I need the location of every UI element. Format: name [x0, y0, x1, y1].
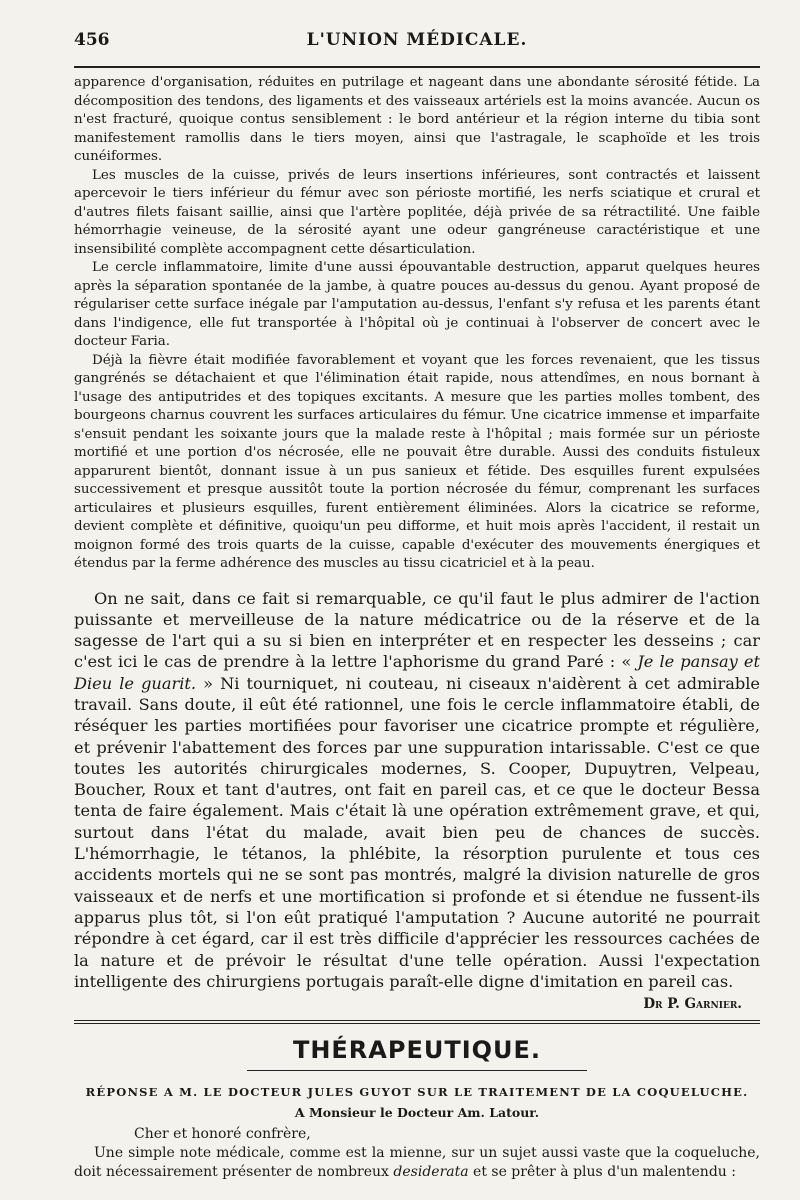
pare-quote: Je le pansay et Dieu le guarit. — [74, 652, 760, 693]
letter-opening — [74, 1144, 760, 1181]
section-divider — [74, 1020, 760, 1024]
dedication: A Monsieur le Docteur Am. Latour. — [294, 1105, 540, 1121]
desiderata-term: desiderata — [393, 1163, 469, 1180]
article-title: RÉPONSE A M. LE DOCTEUR JULES GUYOT SUR LE TRAITEMENT DE LA COQUELUCHE. — [85, 1085, 749, 1100]
commentary-paragraph — [74, 588, 760, 993]
salutation: Cher et honoré confrère, — [134, 1126, 311, 1143]
letter-text: et se prêter à plus d'un malentendu : — [468, 1163, 736, 1180]
header-rule — [74, 66, 760, 68]
article-body — [74, 74, 760, 1181]
page-number: 456 — [74, 30, 110, 50]
journal-title: L'UNION MÉDICALE. — [306, 30, 528, 50]
observation-paragraph: Le cercle inflammatoire, limite d'une aussi épouvantable destruction, apparut quelques heures après la séparation spontanée de la jambe, à quatre pouces au-dessus du genou. Ayant proposé de régulariser cette surface inégale par l'amputation au-dessus, l'enfant s'y refusa et les parents étant dans l'indigence, elle fut transportée à l'hôpital où je continuai à l'observer de concert avec le docteur Faria. — [74, 260, 760, 349]
observation-paragraph: Les muscles de la cuisse, privés de leurs insertions inférieures, sont contractés et laissent apercevoir le tiers inférieur du fémur avec son périoste mortifié, les nerfs sciatique et crural et d'autres filets faisant saillie, ainsi que l'artère poplitée, déjà privée de sa rétractilité. Une faible hémorrhagie veineuse, de la sérosité ayant une odeur gangréneuse caractéristique et une insensibilité complète accompagnent cette désarticulation. — [74, 167, 760, 257]
observation-paragraph: Déjà la fièvre était modifiée favorablement et voyant que les forces revenaient, que les tissus gangrénés se détachaient et que l'élimination était rapide, nous attendîmes, en nous bornant à l'usage des antiputrides et des topiques excitants. A mesure que les parties molles tombent, des bourgeons charnus couvrent les surfaces articulaires du fémur. Une cicatrice immense et imparfaite s'ensuit pendant les soixante jours que la malade reste à l'hôpital ; mais formée sur un périoste mortifié et une portion d'os nécrosée, elle ne pouvait être durable. Aussi des conduits fistuleux apparurent bientôt, donnant issue à un pus sanieux et fétide. Des esquilles furent expulsées successivement et presque aussitôt toute la portion nécrosée du fémur, comprenant les surfaces articulaires et plusieurs esquilles, furent entièrement éliminées. Alors la cicatrice se reforme, devient complète et définitive, quoiqu'un peu difforme, et huit mois après l'accident, il restait un moignon formé des trois quarts de la cuisse, capable d'exécuter des mouvements énergiques et étendus par la ferme adhérence des muscles au tissu cicatriciel et à la peau. — [74, 352, 760, 571]
commentary-text: On ne sait, dans ce fait si remarquable, ce qu'il faut le plus admirer de l'action puissante et merveilleuse de la nature médicatrice ou de la réserve et de la sagesse de l'art qui a su si bien en interpréter et en respecter les desseins ; car c'est ici le cas de prendre à la lettre l'aphorisme du grand Paré : « — [74, 588, 760, 672]
page-header — [74, 30, 760, 60]
section-title: THÉRAPEUTIQUE. — [292, 1036, 542, 1065]
title-rule — [247, 1070, 587, 1071]
author-signature: Dr P. Garnier. — [643, 996, 742, 1013]
letter-text: Une simple note médicale, comme est la mienne, sur un sujet aussi vaste que la coqueluche, doit nécessairement présenter de nombreux — [74, 1145, 760, 1180]
observation-paragraph: apparence d'organisation, réduites en putrilage et nageant dans une abondante sérosité fétide. La décomposition des tendons, des ligaments et des vaisseaux artériels est la moins avancée. Aucun os n'est fracturé, quoique contus sensiblement : le bord antérieur et la région interne du tibia sont manifestement ramollis dans le tiers moyen, ainsi que l'astragale, le scaphoïde et les trois cunéiformes. — [74, 75, 760, 164]
commentary-text: » Ni tourniquet, ni couteau, ni ciseaux n'aidèrent à cet admirable travail. Sans doute, il eût été rationnel, une fois le cercle inflammatoire établi, de réséquer les parties mortifiées pour favoriser une cicatrice prompte et régulière, et prévenir l'abattement des forces par une suppuration intarissable. C'est ce que toutes les autorités chirurgicales modernes, S. Cooper, Dupuytren, Velpeau, Boucher, Roux et tant d'autres, ont fait en pareil cas, et ce que le docteur Bessa tenta de faire également. Mais c'était là une opération extrêmement grave, et qui, surtout dans l'état du malade, avait bien peu de chances de succès. L'hémorrhagie, le tétanos, la phlébite, la résorption purulente et tous ces accidents mortels qui ne se sont pas montrés, malgré la division naturelle de gros vaisseaux et de nerfs et une mortification si profonde et si étendue ne fussent-ils apparus plus tôt, si l'on eût pratiqué l'amputation ? Aucune autorité ne pourrait répondre à cet égard, car il est très difficile d'apprécier les ressources cachées de la nature et de prévoir le résultat d'une telle opération. Aussi l'expectation intelligente des chirurgiens portugais paraît-elle digne d'imitation en pareil cas. — [74, 673, 760, 991]
